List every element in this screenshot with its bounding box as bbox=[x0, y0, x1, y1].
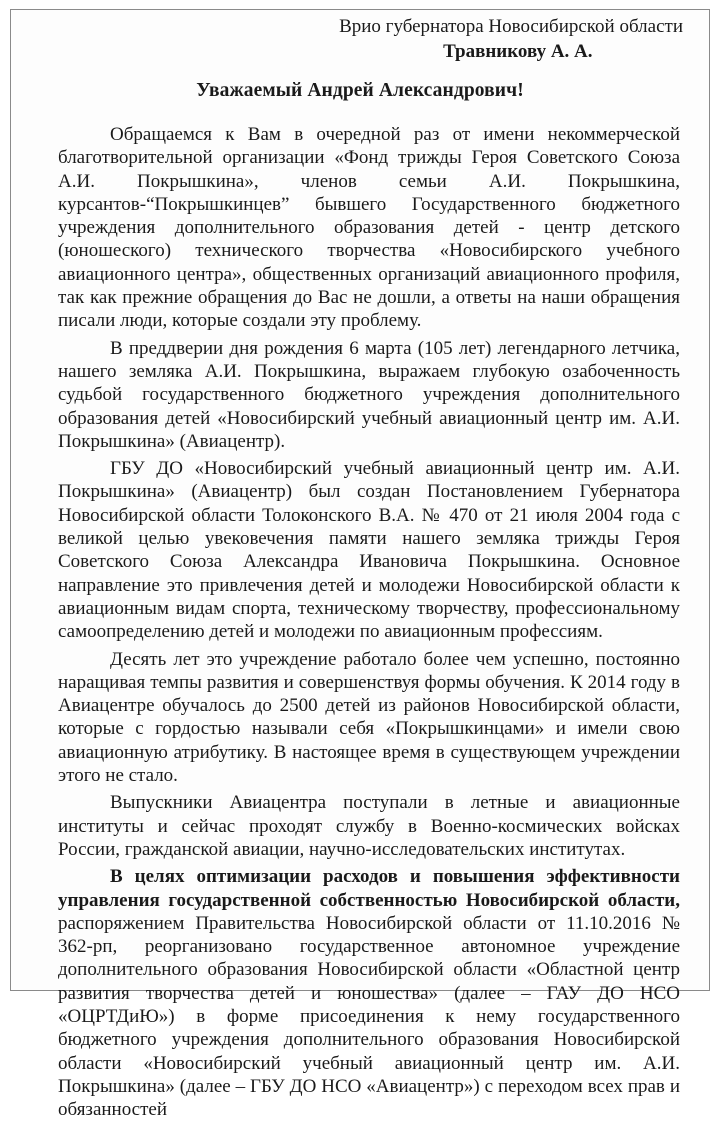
paragraph-2: В преддверии дня рождения 6 марта (105 лет) легендарного летчика, нашего земляка А.И. Покрышкина, выражаем глубокую озабоченность судьбой государственного бюджетного учреждения дополнительного образования детей «Новосибирский учебный авиационный центр им. А.И. Покрышкина» (Авиацентр). bbox=[58, 337, 680, 452]
paragraph-1: Обращаемся к Вам в очередной раз от имени некоммерческой благотворительной организации «Фонд трижды Героя Советского Союза А.И. Покрышкина», членов семьи А.И. Покрышкина, курсантов-“Покрышкинцев” бывшего Государственного бюджетного учреждения дополнительного образования детей - центр детского (юношеского) технического творчества «Новосибирского учебного авиационного центра», общественных организаций авиационного профиля, так как прежние обращения до Вас не дошли, а ответы на наши обращения писали люди, которые создали эту проблему. bbox=[58, 124, 680, 332]
paragraph-6-bold-lead: В целях оптимизации расходов и повышения эффективности управления государственной собственностью Новосибирской области, bbox=[58, 866, 680, 911]
letter-page bbox=[10, 9, 710, 1121]
paragraph-3: ГБУ ДО «Новосибирский учебный авиационный центр им. А.И. Покрышкина» (Авиацентр) был создан Постановлением Губернатора Новосибирской области Толоконского В.А. № 470 от 21 июля 2004 года с великой целью увековечения памяти нашего земляка трижды Героя Советского Союза Александра Ивановича Покрышкина. Основное направление это привлечения детей и молодежи Новосибирской области к авиационным видам спорта, техническому творчеству, профессиональному самоопределению детей и молодежи по авиационным профессиям. bbox=[58, 458, 680, 643]
paragraph-5: Выпускники Авиацентра поступали в летные и авиационные институты и сейчас проходят службу в Военно-космических войсках России, гражданской авиации, научно-исследовательских институтах. bbox=[58, 792, 680, 860]
addressee-block bbox=[339, 14, 683, 64]
paragraph-6-text: распоряжением Правительства Новосибирской области от 11.10.2016 № 362-рп, реорганизовано государственное автономное учреждение дополнительного образования Новосибирской области «Областной центр развития творчества детей и юношества» (далее – ГАУ ДО НСО «ОЦРТДиЮ») в форме присоединения к нему государственного бюджетного учреждения дополнительного образования Новосибирской области «Новосибирский учебный авиационный центр им. А.И. Покрышкина» (далее – ГБУ ДО НСО «Авиацентр») с переходом всех прав и обязанностей bbox=[58, 912, 680, 1121]
paragraph-4: Десять лет это учреждение работало более чем успешно, постоянно наращивая темпы развития и совершенствуя формы обучения. К 2014 году в Авиацентре обучалось до 2500 детей из районов Новосибирской области, которые с гордостью называли себя «Покрышкинцами» и имели свою авиационную атрибутику. В настоящее время в существующем учреждении этого не стало. bbox=[58, 648, 680, 787]
addressee-rank: Врио губернатора Новосибирской области bbox=[339, 16, 683, 37]
salutation: Уважаемый Андрей Александрович! bbox=[196, 80, 524, 101]
letter-body bbox=[58, 123, 680, 1125]
paragraph-6 bbox=[58, 865, 680, 1121]
addressee-name: Травникову А. А. bbox=[443, 41, 593, 62]
